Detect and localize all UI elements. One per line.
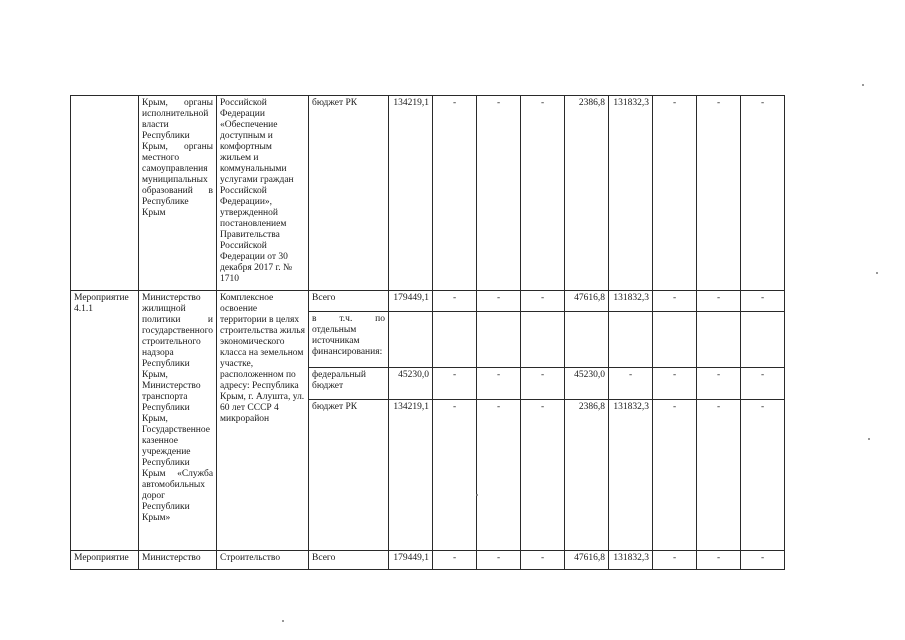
year-cell: - xyxy=(433,400,477,551)
year-cell: - xyxy=(697,291,741,312)
year-cell: 131832,3 xyxy=(609,400,653,551)
scan-speck xyxy=(862,84,864,86)
year-cell: - xyxy=(521,368,565,400)
year-cell: 2386,8 xyxy=(565,400,609,551)
total-cell: 45230,0 xyxy=(389,368,433,400)
year-cell: - xyxy=(521,96,565,291)
year-cell xyxy=(521,312,565,368)
year-cell: 2386,8 xyxy=(565,96,609,291)
executor-cell: Министерство xyxy=(139,551,217,570)
year-cell: - xyxy=(653,551,697,570)
source-cell: бюджет РК xyxy=(309,96,389,291)
source-cell: Всего xyxy=(309,551,389,570)
year-cell: - xyxy=(697,96,741,291)
year-cell: - xyxy=(653,291,697,312)
year-cell: 47616,8 xyxy=(565,551,609,570)
year-cell: 131832,3 xyxy=(609,551,653,570)
year-cell: - xyxy=(653,368,697,400)
basis-cell: Комплексное освоение территории в целях строительства жилья экономического класса на земельном участке, расположенном по адресу: Республика Крым, г. Алушта, ул. 60 лет СССР 4 микрорайон xyxy=(217,291,309,551)
executor-cell: Крым, органы исполнительной власти Республики Крым, органы местного самоуправления муниципальных образований в Республике Крым xyxy=(139,96,217,291)
event-cell xyxy=(71,96,139,291)
year-cell: 131832,3 xyxy=(609,291,653,312)
year-cell: 45230,0 xyxy=(565,368,609,400)
source-cell: федеральный бюджет xyxy=(309,368,389,400)
year-cell: - xyxy=(521,551,565,570)
year-cell: - xyxy=(741,96,785,291)
year-cell: - xyxy=(697,400,741,551)
year-cell: - xyxy=(433,368,477,400)
total-cell: 134219,1 xyxy=(389,96,433,291)
year-cell: - xyxy=(433,96,477,291)
year-cell xyxy=(477,312,521,368)
table-row xyxy=(71,551,785,570)
year-cell xyxy=(433,312,477,368)
year-cell: - xyxy=(653,400,697,551)
scan-speck xyxy=(476,494,478,496)
scan-speck xyxy=(282,620,284,622)
total-cell: 179449,1 xyxy=(389,551,433,570)
year-cell: - xyxy=(477,291,521,312)
year-cell: - xyxy=(521,291,565,312)
event-cell: Мероприятие xyxy=(71,551,139,570)
year-cell: 131832,3 xyxy=(609,96,653,291)
source-cell: бюджет РК xyxy=(309,400,389,551)
year-cell: - xyxy=(477,368,521,400)
year-cell: - xyxy=(697,551,741,570)
scan-speck xyxy=(876,272,878,274)
table-row xyxy=(71,96,785,291)
year-cell xyxy=(609,312,653,368)
year-cell: - xyxy=(741,291,785,312)
total-cell xyxy=(389,312,433,368)
year-cell: - xyxy=(741,551,785,570)
year-cell: - xyxy=(433,291,477,312)
year-cell: - xyxy=(521,400,565,551)
year-cell xyxy=(741,312,785,368)
year-cell xyxy=(653,312,697,368)
total-cell: 179449,1 xyxy=(389,291,433,312)
scan-speck xyxy=(868,438,870,440)
year-cell: - xyxy=(741,368,785,400)
financing-table xyxy=(70,95,785,570)
year-cell: - xyxy=(477,400,521,551)
basis-cell: Строительство xyxy=(217,551,309,570)
year-cell xyxy=(697,312,741,368)
year-cell: - xyxy=(433,551,477,570)
total-cell: 134219,1 xyxy=(389,400,433,551)
year-cell: - xyxy=(653,96,697,291)
year-cell: - xyxy=(609,368,653,400)
year-cell: - xyxy=(697,368,741,400)
year-cell: - xyxy=(477,551,521,570)
year-cell: - xyxy=(741,400,785,551)
year-cell: 47616,8 xyxy=(565,291,609,312)
year-cell xyxy=(565,312,609,368)
executor-cell: Министерство жилищной политики и государственного строительного надзора Республики Крым, Министерство транспорта Республики Крым, Государственное казенное учреждение Республики Крым «Служба автомобильных дорог Республики Крым» xyxy=(139,291,217,551)
event-cell: Мероприятие 4.1.1 xyxy=(71,291,139,551)
source-cell: Всего xyxy=(309,291,389,312)
basis-cell: Российской Федерации «Обеспечение доступным и комфортным жильем и коммунальными услугами граждан Российской Федерации», утвержденной постановлением Правительства Российской Федерации от 30 декабря 2017 г. № 1710 xyxy=(217,96,309,291)
source-cell: в т.ч. по отдельным источникам финансирования: xyxy=(309,312,389,368)
table-row xyxy=(71,291,785,312)
year-cell: - xyxy=(477,96,521,291)
